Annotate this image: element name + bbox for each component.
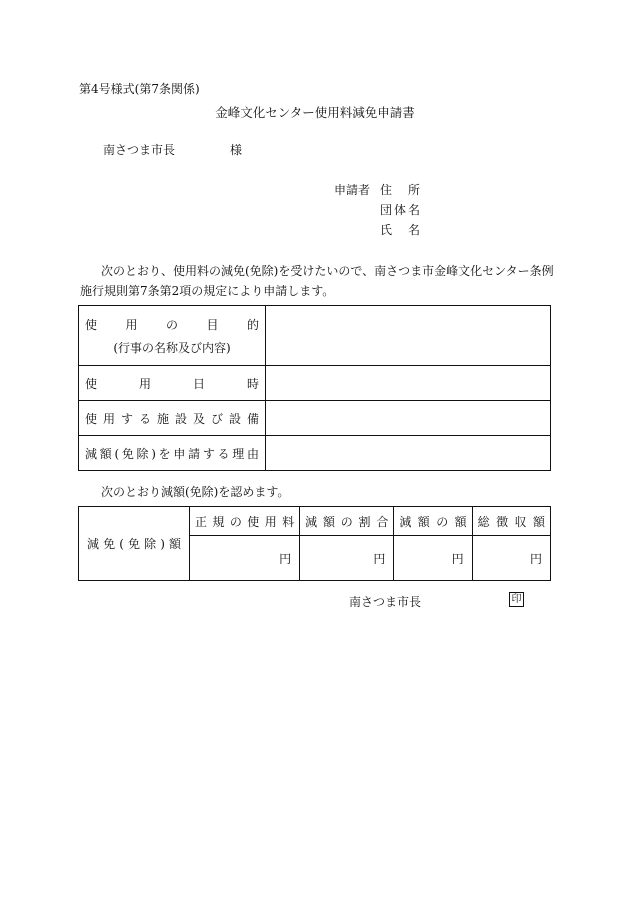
reduction-value-header [394, 507, 472, 536]
regular-fee-label: 正規の使用料 [195, 514, 295, 529]
form-number: 第4号様式(第7条関係) [79, 82, 200, 96]
applicant-group-label: 団体名 [380, 203, 420, 217]
purpose-sublabel: (行事の名称及び内容) [113, 340, 231, 355]
reduction-amount-label: 減免(免除)額 [87, 537, 181, 551]
reduction-rate-cell[interactable] [300, 536, 394, 581]
approval-note: 次のとおり減額(免除)を認めます。 [101, 485, 290, 499]
table-row [79, 401, 551, 436]
table-row [79, 436, 551, 471]
addressee-name: 南さつま市長 [103, 143, 176, 157]
applicant-role-label: 申請者 [334, 183, 371, 197]
table-row [79, 306, 551, 366]
applicant-address-label: 住所 [380, 183, 420, 197]
reduction-rate-label: 減額の割合 [305, 514, 389, 529]
table-row [79, 366, 551, 401]
application-table [78, 305, 551, 471]
approval-table [78, 506, 551, 581]
total-collection-label: 総徴収額 [477, 514, 545, 529]
facilities-field[interactable] [266, 401, 551, 436]
regular-fee-header [190, 507, 300, 536]
purpose-field[interactable] [266, 306, 551, 366]
purpose-label: 使用の目的 [85, 317, 259, 332]
reduction-rate-header [300, 507, 394, 536]
request-text-line1: 次のとおり、使用料の減免(免除)を受けたいので、南さつま市金峰文化センター条例 [101, 264, 554, 278]
addressee-honorific: 様 [230, 143, 243, 157]
facilities-header [79, 401, 266, 436]
request-text [80, 261, 554, 301]
reason-field[interactable] [266, 436, 551, 471]
applicant-row-name [334, 220, 420, 240]
yen-unit: 円 [373, 551, 386, 566]
reason-header [79, 436, 266, 471]
usage-datetime-header [79, 366, 266, 401]
total-collection-header [472, 507, 550, 536]
request-text-line2: 施行規則第7条第2項の規定により申請します。 [80, 284, 335, 298]
regular-fee-cell[interactable] [190, 536, 300, 581]
yen-unit: 円 [279, 551, 292, 566]
reduction-value-label: 減額の額 [399, 514, 467, 529]
form-title: 金峰文化センター使用料減免申請書 [215, 105, 415, 120]
addressee [103, 141, 243, 158]
yen-unit: 円 [451, 551, 464, 566]
table-row [79, 507, 551, 536]
total-collection-cell[interactable] [472, 536, 550, 581]
usage-datetime-label: 使用日時 [85, 376, 259, 391]
reason-label: 減額(免除)を申請する理由 [85, 446, 259, 461]
usage-datetime-field[interactable] [266, 366, 551, 401]
applicant-name-label: 氏名 [380, 223, 420, 237]
reduction-value-cell[interactable] [394, 536, 472, 581]
reduction-amount-header [79, 507, 190, 581]
signature-name: 南さつま市長 [349, 595, 422, 609]
applicant-row-address [334, 180, 420, 200]
yen-unit: 円 [529, 551, 542, 566]
applicant-block [334, 180, 420, 240]
seal-stamp-icon: 印 [509, 592, 524, 607]
purpose-header [79, 306, 266, 366]
facilities-label: 使用する施設及び設備 [85, 411, 259, 426]
applicant-row-group [334, 200, 420, 220]
